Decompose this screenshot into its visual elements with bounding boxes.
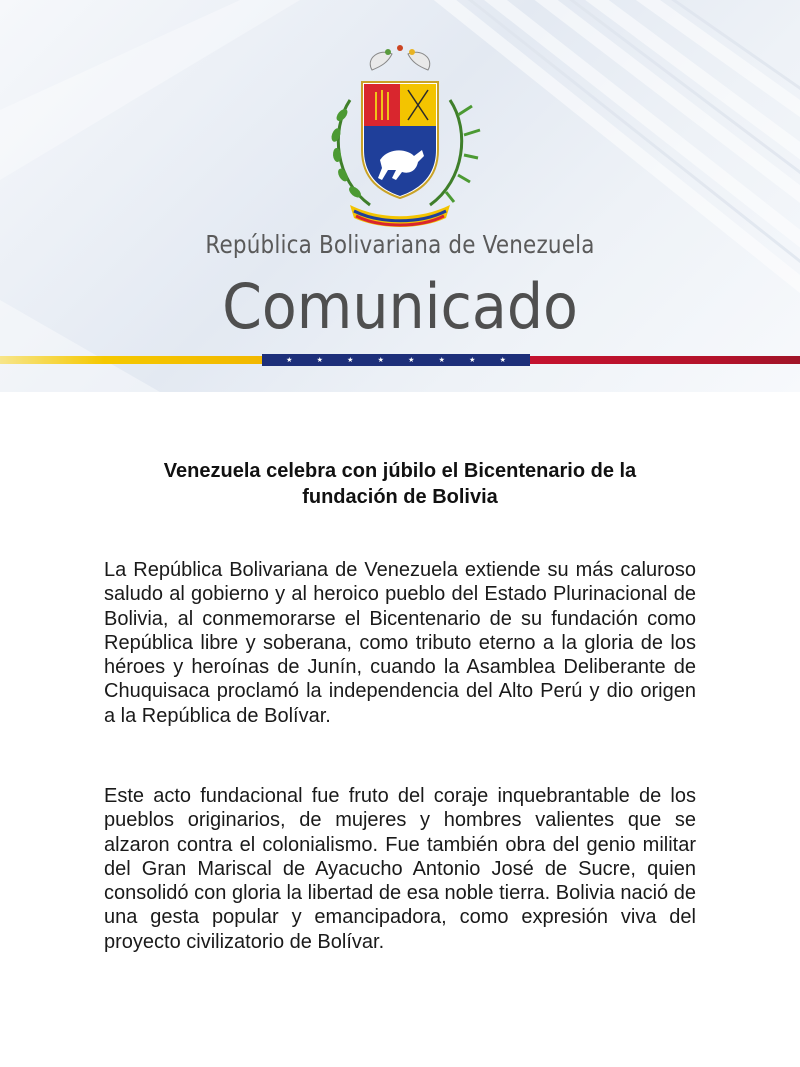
flag-yellow-stripe [0, 356, 262, 364]
flag-blue-stripe [262, 354, 530, 366]
document-header [0, 0, 800, 392]
star-icon: ★ [286, 357, 293, 364]
star-icon: ★ [377, 357, 384, 364]
body-paragraph-1: La República Bolivariana de Venezuela extiende su más caluroso saludo al gobierno y al heroico pueblo del Estado Plurinacional de Bolivia, al conmemorarse el Bicentenario de su fundación como República libre y soberana, como tributo eterno a la gloria de los héroes y heroínas de Junín, cuando la Asamblea Deliberante de Chuquisaca proclamó la independencia del Alto Perú y dio origen a la República de Bolívar. [104, 559, 696, 727]
body-paragraph-2: Este acto fundacional fue fruto del coraje inquebrantable de los pueblos originarios, de mujeres y hombres valientes que se alzaron contra el colonialismo. Fue también obra del genio militar del Gran Mariscal de Ayacucho Antonio José de Sucre, quien consolidó con gloria la libertad de esa noble tierra. Bolivia nació de una gesta popular y emancipadora, como expresión viva del proyecto civilizatorio de Bolívar. [104, 785, 696, 953]
flag-red-stripe [530, 356, 800, 364]
document-headline: Venezuela celebra con júbilo el Bicentenario de la fundación de Bolivia [163, 460, 637, 508]
star-icon: ★ [499, 357, 506, 364]
country-name: República Bolivariana de Venezuela [205, 230, 595, 259]
flag-color-bar [0, 354, 800, 366]
star-icon: ★ [438, 357, 445, 364]
coat-of-arms-emblem [310, 40, 490, 230]
star-icon: ★ [347, 357, 354, 364]
star-icon: ★ [316, 357, 323, 364]
flag-stars [262, 354, 530, 366]
page-title: Comunicado [222, 270, 578, 343]
star-icon: ★ [469, 357, 476, 364]
star-icon: ★ [408, 357, 415, 364]
